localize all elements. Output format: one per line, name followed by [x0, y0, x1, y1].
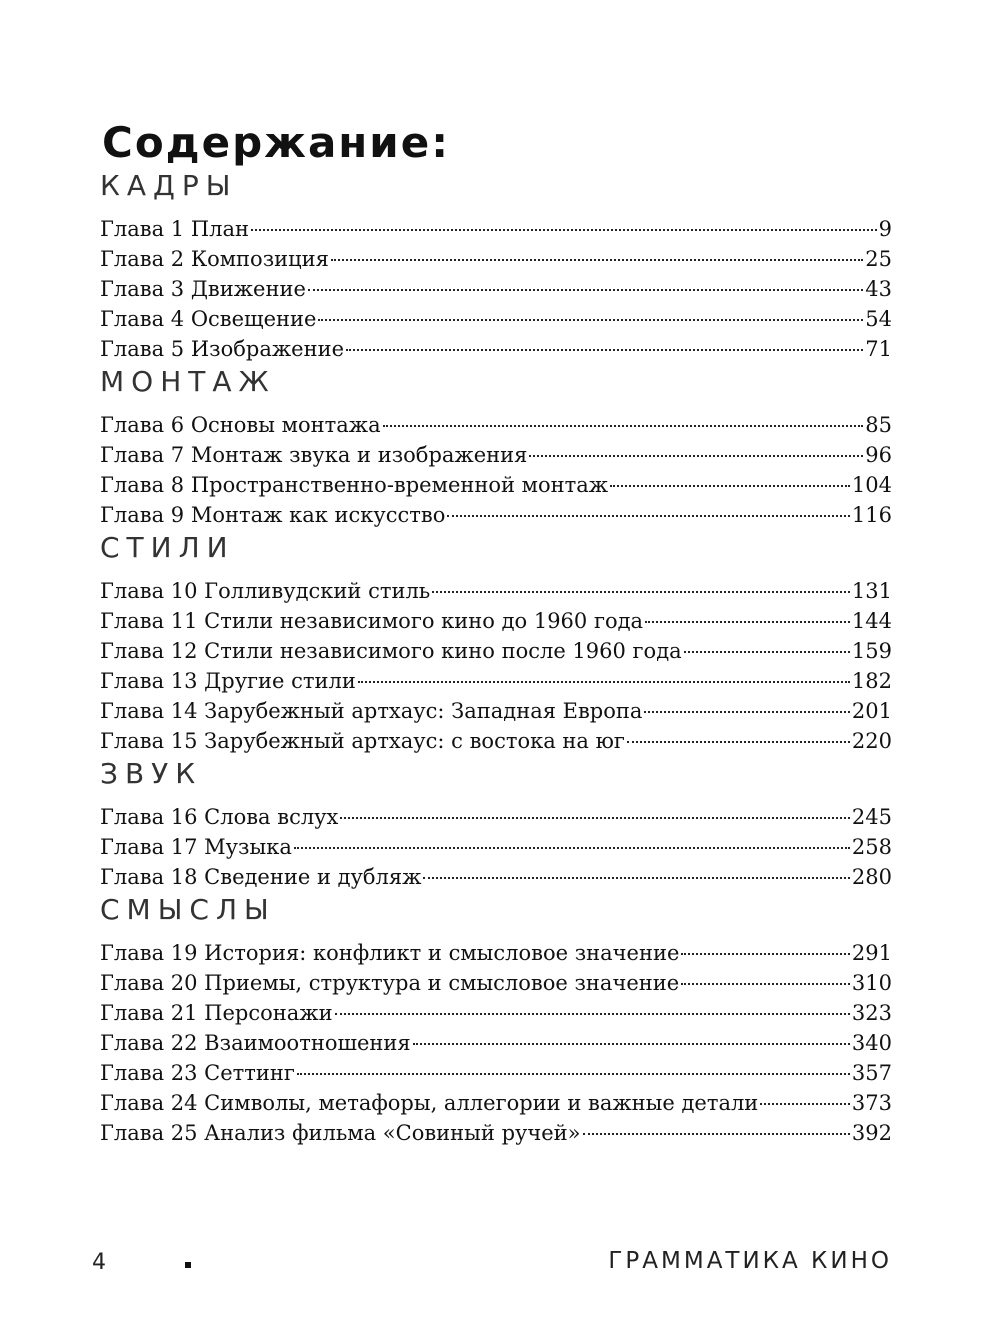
entry-title: Глава 17 Музыка	[100, 835, 292, 859]
dot-leader	[383, 425, 864, 427]
dot-leader	[684, 651, 850, 653]
entry-page-number: 310	[851, 971, 892, 995]
entry-page-number: 220	[851, 729, 892, 753]
entry-page-number: 85	[865, 413, 892, 437]
entry-page-number: 131	[851, 579, 892, 603]
entry-title: Глава 15 Зарубежный артхаус: с востока на юг	[100, 729, 625, 753]
toc-entry	[100, 968, 892, 998]
dot-leader	[308, 289, 863, 291]
entry-page-number: 392	[851, 1121, 892, 1145]
dot-leader	[294, 847, 850, 849]
entry-page-number: 96	[865, 443, 892, 467]
entry-page-number: 182	[851, 669, 892, 693]
entry-title: Глава 4 Освещение	[100, 307, 317, 331]
toc-section-smysly	[100, 892, 892, 1148]
dot-leader	[297, 1073, 850, 1075]
toc-entry	[100, 334, 892, 364]
toc-entry	[100, 832, 892, 862]
entry-title: Глава 3 Движение	[100, 277, 306, 301]
toc-entry	[100, 500, 892, 530]
entry-page-number: 340	[851, 1031, 892, 1055]
entry-page-number: 373	[851, 1091, 892, 1115]
toc-entry	[100, 606, 892, 636]
entry-page-number: 280	[851, 865, 892, 889]
toc-entry	[100, 1028, 892, 1058]
footer-bullet	[185, 1262, 191, 1268]
toc-entry	[100, 214, 892, 244]
dot-leader	[346, 349, 863, 351]
entry-title: Глава 11 Стили независимого кино до 1960 года	[100, 609, 644, 633]
entry-title: Глава 10 Голливудский стиль	[100, 579, 431, 603]
entry-title: Глава 25 Анализ фильма «Совиный ручей»	[100, 1121, 581, 1145]
toc-section-montazh	[100, 364, 892, 530]
toc-title: Содержание:	[102, 118, 451, 167]
entry-page-number: 104	[851, 473, 892, 497]
entry-title: Глава 21 Персонажи	[100, 1001, 333, 1025]
dot-leader	[529, 455, 863, 457]
entry-title: Глава 18 Сведение и дубляж	[100, 865, 422, 889]
dot-leader	[583, 1133, 850, 1135]
entry-page-number: 258	[851, 835, 892, 859]
entry-list	[100, 214, 892, 364]
toc-entry	[100, 1058, 892, 1088]
toc-entry	[100, 726, 892, 756]
dot-leader	[644, 711, 849, 713]
dot-leader	[423, 877, 849, 879]
toc-entry	[100, 696, 892, 726]
entry-list	[100, 938, 892, 1148]
entry-page-number: 54	[865, 307, 892, 331]
dot-leader	[251, 229, 877, 231]
entry-list	[100, 576, 892, 756]
entry-page-number: 9	[878, 217, 892, 241]
entry-page-number: 144	[851, 609, 892, 633]
section-heading: КАДРЫ	[100, 169, 238, 202]
entry-title: Глава 8 Пространственно-временной монтаж	[100, 473, 609, 497]
dot-leader	[331, 259, 863, 261]
toc-section-kadry	[100, 168, 892, 364]
entry-title: Глава 24 Символы, метафоры, аллегории и важные детали	[100, 1091, 759, 1115]
dot-leader	[335, 1013, 850, 1015]
dot-leader	[358, 681, 850, 683]
entry-page-number: 201	[851, 699, 892, 723]
section-heading: МОНТАЖ	[100, 365, 276, 398]
entry-page-number: 25	[865, 247, 892, 271]
toc-section-stili	[100, 530, 892, 756]
entry-page-number: 245	[851, 805, 892, 829]
entry-title: Глава 14 Зарубежный артхаус: Западная Европа	[100, 699, 643, 723]
dot-leader	[681, 953, 849, 955]
entry-page-number: 116	[851, 503, 892, 527]
entry-title: Глава 16 Слова вслух	[100, 805, 339, 829]
toc-entry	[100, 470, 892, 500]
dot-leader	[432, 591, 850, 593]
toc-entry	[100, 862, 892, 892]
toc-entry	[100, 1118, 892, 1148]
entry-title: Глава 12 Стили независимого кино после 1960 года	[100, 639, 682, 663]
footer-page-number: 4	[92, 1250, 106, 1275]
section-heading: СТИЛИ	[100, 531, 235, 564]
dot-leader	[340, 817, 850, 819]
entry-title: Глава 5 Изображение	[100, 337, 345, 361]
entry-title: Глава 7 Монтаж звука и изображения	[100, 443, 528, 467]
toc-entry	[100, 802, 892, 832]
dot-leader	[447, 515, 850, 517]
dot-leader	[413, 1043, 850, 1045]
entry-title: Глава 19 История: конфликт и смысловое значение	[100, 941, 680, 965]
dot-leader	[627, 741, 850, 743]
section-heading: СМЫСЛЫ	[100, 893, 276, 926]
entry-title: Глава 23 Сеттинг	[100, 1061, 295, 1085]
entry-page-number: 159	[851, 639, 892, 663]
entry-title: Глава 2 Композиция	[100, 247, 329, 271]
entry-page-number: 43	[865, 277, 892, 301]
entry-title: Глава 22 Взаимоотношения	[100, 1031, 411, 1055]
footer-book-title: ГРАММАТИКА КИНО	[608, 1248, 892, 1274]
toc-entry	[100, 576, 892, 606]
toc-entry	[100, 440, 892, 470]
entry-page-number: 291	[851, 941, 892, 965]
toc-entry	[100, 304, 892, 334]
entry-list	[100, 802, 892, 892]
dot-leader	[645, 621, 850, 623]
toc-entry	[100, 938, 892, 968]
dot-leader	[681, 983, 850, 985]
dot-leader	[610, 485, 850, 487]
toc-entry	[100, 244, 892, 274]
toc-entry	[100, 1088, 892, 1118]
toc-section-zvuk	[100, 756, 892, 892]
entry-title: Глава 20 Приемы, структура и смысловое значение	[100, 971, 680, 995]
entry-title: Глава 9 Монтаж как искусство	[100, 503, 446, 527]
toc-entry	[100, 998, 892, 1028]
dot-leader	[318, 319, 863, 321]
entry-title: Глава 1 План	[100, 217, 249, 241]
entry-title: Глава 6 Основы монтажа	[100, 413, 381, 437]
entry-list	[100, 410, 892, 530]
section-heading: ЗВУК	[100, 757, 203, 790]
toc-entry	[100, 410, 892, 440]
dot-leader	[760, 1103, 850, 1105]
entry-title: Глава 13 Другие стили	[100, 669, 356, 693]
entry-page-number: 323	[851, 1001, 892, 1025]
toc-entry	[100, 274, 892, 304]
table-of-contents	[100, 168, 892, 1148]
entry-page-number: 71	[865, 337, 892, 361]
entry-page-number: 357	[851, 1061, 892, 1085]
toc-entry	[100, 636, 892, 666]
toc-entry	[100, 666, 892, 696]
